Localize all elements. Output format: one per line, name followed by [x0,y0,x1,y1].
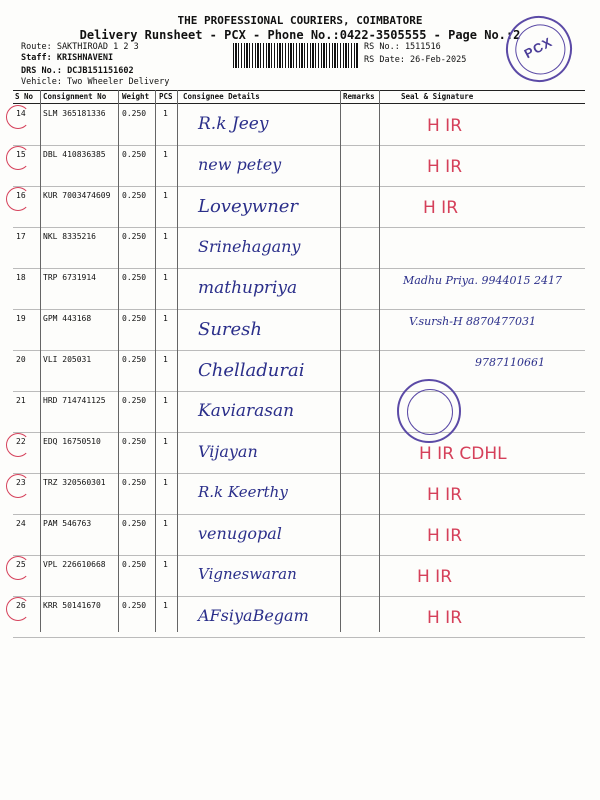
table-header [13,90,585,104]
row-weight: 0.250 [122,396,147,405]
route-label: Route: SAKTHIROAD 1 2 3 [21,42,139,52]
row-pcs: 1 [163,601,168,610]
row-consignment: VPL 226610668 [43,560,106,569]
row-sno: 23 [16,478,26,487]
row-weight: 0.250 [122,314,147,323]
sno-circle-mark [6,187,30,211]
round-seal-ring [407,389,453,435]
staff-value: KRISHNAVENI [56,53,114,63]
table-row [13,514,585,556]
rs-number: RS No.: 1511516 [364,42,441,52]
staff-label: Staff: [21,53,57,63]
table-row [13,391,585,433]
col-divider [177,90,178,632]
staff-line [21,53,113,64]
row-consignment: PAM 546763 [43,519,92,528]
barcode [233,43,358,68]
drs-line [21,66,134,77]
drs-value: DCJB151151602 [67,66,134,76]
row-weight: 0.250 [122,191,147,200]
consignee-handwriting: Kaviarasan [198,401,295,421]
row-sno: 15 [16,150,26,159]
table-row [13,145,585,187]
row-consignment: KUR 7003474609 [43,191,111,200]
row-consignment: GPM 443168 [43,314,92,323]
sno-circle-mark [6,433,30,457]
row-pcs: 1 [163,437,168,446]
row-pcs: 1 [163,273,168,282]
consignee-handwriting: Vijayan [198,442,258,461]
vehicle-label: Vehicle: Two Wheeler Delivery [21,77,170,87]
sno-circle-mark [6,597,30,621]
col-sno: S No [15,92,34,101]
row-consignment: SLM 365181336 [43,109,106,118]
row-pcs: 1 [163,560,168,569]
row-sno: 24 [16,519,26,528]
row-pcs: 1 [163,232,168,241]
signature-mark: V.sursh-H 8870477031 [409,315,537,328]
row-weight: 0.250 [122,519,147,528]
sno-circle-mark [6,556,30,580]
signature-mark: H IR [423,198,459,218]
consignee-handwriting: mathupriya [198,278,298,298]
signature-mark: H IR [427,608,463,628]
runsheet-subtitle: Delivery Runsheet - PCX - Phone No.:0422-3505555 - Page No.:2 [79,28,521,42]
table-row [13,268,585,310]
table-row [13,309,585,351]
row-weight: 0.250 [122,355,147,364]
pcx-stamp-text: PCX [521,34,555,62]
signature-mark: Madhu Priya. 9944015 2417 [403,274,562,287]
col-consignment: Consignment No [43,92,107,101]
row-consignment: HRD 714741125 [43,396,106,405]
col-divider [118,90,119,632]
row-weight: 0.250 [122,478,147,487]
col-signature: Seal & Signature [401,92,474,101]
signature-mark: H IR CDHL [419,444,507,464]
row-sno: 18 [16,273,26,282]
signature-mark: H IR [427,157,463,177]
row-pcs: 1 [163,478,168,487]
drs-label: DRS No.: [21,66,68,76]
signature-mark: 9787110661 [475,356,545,369]
consignee-handwriting: Srinehagany [198,237,301,256]
row-sno: 21 [16,396,26,405]
consignee-handwriting: Suresh [198,319,263,340]
col-divider [40,90,41,632]
consignee-handwriting: venugopal [198,524,282,543]
row-pcs: 1 [163,150,168,159]
row-consignment: TRP 6731914 [43,273,96,282]
consignee-handwriting: R.k Keerthy [198,483,288,501]
row-consignment: TRZ 320560301 [43,478,106,487]
rs-date: RS Date: 26-Feb-2025 [364,55,467,65]
row-weight: 0.250 [122,109,147,118]
table-row [13,186,585,228]
table-row [13,432,585,474]
row-pcs: 1 [163,396,168,405]
col-divider [155,90,156,632]
signature-mark: H IR [417,567,453,587]
row-sno: 19 [16,314,26,323]
row-consignment: DBL 410836385 [43,150,106,159]
row-consignment: NKL 8335216 [43,232,96,241]
row-pcs: 1 [163,314,168,323]
sno-circle-mark [6,105,30,129]
row-weight: 0.250 [122,273,147,282]
row-sno: 25 [16,560,26,569]
col-consignee: Consignee Details [183,92,260,101]
table-row [13,104,585,146]
round-seal [397,379,461,443]
row-weight: 0.250 [122,150,147,159]
row-sno: 26 [16,601,26,610]
row-weight: 0.250 [122,601,147,610]
table-row [13,227,585,269]
row-weight: 0.250 [122,437,147,446]
row-sno: 17 [16,232,26,241]
company-title: THE PROFESSIONAL COURIERS, COIMBATORE [177,14,423,27]
row-consignment: KRR 50141670 [43,601,101,610]
table-row [13,473,585,515]
col-pcs: PCS [159,92,173,101]
signature-mark: H IR [427,485,463,505]
row-pcs: 1 [163,519,168,528]
sno-circle-mark [6,474,30,498]
table-row [13,555,585,597]
consignee-handwriting: new petey [198,155,282,174]
row-weight: 0.250 [122,232,147,241]
row-sno: 22 [16,437,26,446]
table-row [13,350,585,392]
consignee-handwriting: AFsiyaBegam [198,606,309,625]
row-pcs: 1 [163,355,168,364]
col-weight: Weight [122,92,150,101]
consignee-handwriting: Vigneswaran [198,565,297,583]
table-row [13,596,585,638]
col-divider [379,90,380,632]
col-remarks: Remarks [343,92,375,101]
row-pcs: 1 [163,191,168,200]
row-sno: 14 [16,109,26,118]
signature-mark: H IR [427,526,463,546]
signature-mark: H IR [427,116,463,136]
row-consignment: EDQ 16750510 [43,437,101,446]
col-divider [340,90,341,632]
row-sno: 20 [16,355,26,364]
row-sno: 16 [16,191,26,200]
row-consignment: VLI 205031 [43,355,92,364]
consignee-handwriting: Loveywner [198,196,299,217]
consignee-handwriting: Chelladurai [198,360,305,381]
row-weight: 0.250 [122,560,147,569]
row-pcs: 1 [163,109,168,118]
sno-circle-mark [6,146,30,170]
consignee-handwriting: R.k Jeey [198,114,269,134]
